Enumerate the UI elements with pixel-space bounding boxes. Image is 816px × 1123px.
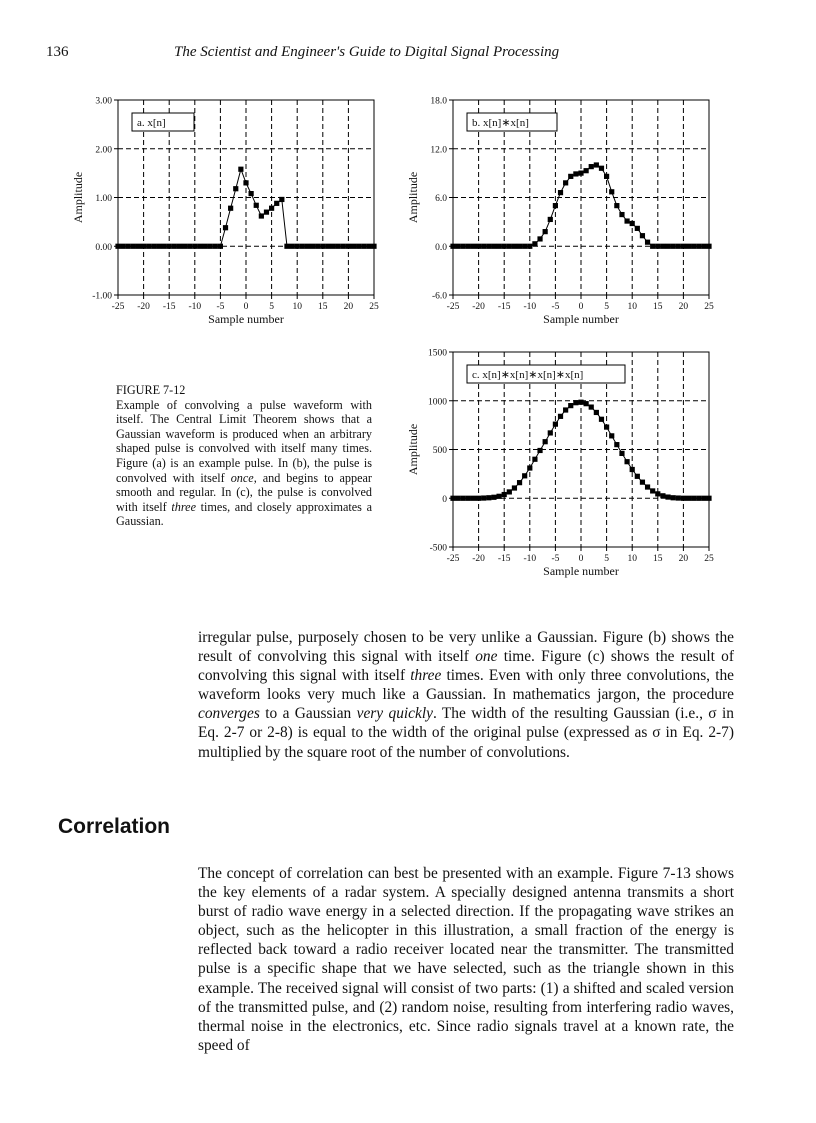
data-point: [563, 407, 568, 412]
data-point: [456, 244, 461, 249]
data-point: [336, 244, 341, 249]
data-point: [151, 244, 156, 249]
x-tick-label: 0: [578, 554, 584, 564]
data-point: [599, 166, 604, 171]
figure-title: FIGURE 7-12: [116, 383, 186, 397]
data-point: [491, 495, 496, 500]
data-point: [686, 244, 691, 249]
data-point: [635, 226, 640, 231]
data-point: [696, 496, 701, 501]
data-point: [558, 190, 563, 195]
data-point: [594, 410, 599, 415]
data-point: [466, 244, 471, 249]
data-point: [548, 217, 553, 222]
caption-emphasis-1: once: [230, 470, 254, 485]
page-number: 136: [46, 44, 69, 60]
data-point: [563, 180, 568, 185]
data-point: [635, 474, 640, 479]
data-point: [614, 442, 619, 447]
data-point: [486, 244, 491, 249]
x-tick-label: 5: [269, 302, 274, 312]
data-point: [537, 448, 542, 453]
x-axis-label: Sample number: [543, 564, 619, 578]
data-point: [161, 244, 166, 249]
data-point: [366, 244, 371, 249]
data-point: [136, 244, 141, 249]
x-tick-label: -5: [551, 302, 560, 312]
data-point: [208, 244, 213, 249]
data-point: [269, 206, 274, 211]
data-point: [671, 244, 676, 249]
data-point: [522, 473, 527, 478]
data-point: [471, 496, 476, 501]
data-point: [573, 400, 578, 405]
chart-b: [395, 90, 735, 330]
chart-label: c. x[n]∗x[n]∗x[n]∗x[n]: [472, 369, 584, 381]
para1-text-3: times. Even with only three convolutions, the waveform looks very much like a Gaussian. In mathematics jargon, the procedure: [198, 667, 735, 704]
data-point: [156, 244, 161, 249]
y-tick-label: -1.00: [92, 291, 112, 302]
data-point: [315, 244, 320, 249]
data-point: [584, 401, 589, 406]
data-point: [604, 424, 609, 429]
data-point: [527, 465, 532, 470]
data-point: [543, 439, 548, 444]
data-point: [645, 484, 650, 489]
data-point: [450, 496, 455, 501]
data-point: [517, 244, 522, 249]
data-point: [456, 496, 461, 501]
data-point: [640, 480, 645, 485]
data-point: [645, 240, 650, 245]
data-point: [325, 244, 330, 249]
data-point: [466, 496, 471, 501]
data-point: [671, 495, 676, 500]
data-point: [594, 162, 599, 167]
data-point: [197, 244, 202, 249]
y-tick-label: 18.0: [430, 96, 447, 107]
data-point: [624, 218, 629, 223]
data-point: [553, 422, 558, 427]
data-point: [471, 244, 476, 249]
data-point: [496, 494, 501, 499]
data-point: [351, 244, 356, 249]
data-point: [320, 244, 325, 249]
data-point: [486, 495, 491, 500]
data-point: [476, 496, 481, 501]
data-point: [706, 496, 711, 501]
x-tick-label: 5: [604, 302, 609, 312]
data-point: [243, 180, 248, 185]
x-tick-label: -25: [446, 554, 460, 564]
caption-text-3: times, and closely approximates a Gaussian.: [116, 499, 372, 529]
data-point: [532, 241, 537, 246]
data-point: [502, 492, 507, 497]
data-point: [701, 244, 706, 249]
data-point: [681, 244, 686, 249]
data-point: [274, 201, 279, 206]
data-point: [624, 459, 629, 464]
chart-c: [395, 342, 735, 582]
x-tick-label: -5: [551, 554, 560, 564]
data-point: [640, 233, 645, 238]
x-tick-label: -25: [446, 302, 460, 312]
data-point: [701, 496, 706, 501]
body-paragraph-1: [198, 628, 734, 762]
data-point: [589, 404, 594, 409]
y-tick-label: 0.0: [435, 242, 447, 253]
data-point: [233, 186, 238, 191]
data-point: [507, 244, 512, 249]
x-tick-label: 25: [704, 302, 714, 312]
data-point: [218, 244, 223, 249]
data-point: [279, 197, 284, 202]
data-point: [496, 244, 501, 249]
x-tick-label: -15: [162, 302, 176, 312]
data-point: [346, 244, 351, 249]
y-tick-label: 500: [432, 446, 447, 456]
data-point: [630, 221, 635, 226]
para1-text-4: to a Gaussian: [259, 705, 357, 723]
x-tick-label: 10: [627, 554, 637, 564]
data-point: [249, 191, 254, 196]
data-point: [609, 433, 614, 438]
data-point: [481, 244, 486, 249]
data-point: [548, 430, 553, 435]
data-point: [676, 495, 681, 500]
data-point: [691, 244, 696, 249]
running-title: The Scientist and Engineer's Guide to Digital Signal Processing: [174, 44, 560, 60]
data-point: [553, 203, 558, 208]
data-point: [146, 244, 151, 249]
data-point: [537, 236, 542, 241]
x-axis-label: Sample number: [208, 312, 284, 326]
y-tick-label: 3.00: [95, 96, 112, 107]
para1-emphasis-3: converges: [198, 705, 260, 723]
para1-text-5: . The width of the resulting Gaussian (i.e., σ in Eq. 2-7 or 2-8) is equal to the width of the original pulse (expressed as σ in Eq. 2-7) multiplied by the square root of the number of convolutions.: [198, 705, 734, 761]
data-point: [543, 229, 548, 234]
data-point: [584, 168, 589, 173]
x-tick-label: 0: [243, 302, 249, 312]
data-point: [141, 244, 146, 249]
x-tick-label: 20: [678, 554, 689, 564]
data-point: [599, 417, 604, 422]
y-tick-label: 1.00: [95, 194, 112, 204]
figure-caption: [116, 383, 372, 529]
y-axis-label: Amplitude: [71, 171, 85, 224]
data-point: [192, 244, 197, 249]
data-point: [578, 400, 583, 405]
para1-text-2: time. Figure (c) shows the result of convolving this signal with itself: [198, 648, 734, 685]
x-tick-label: 5: [604, 554, 609, 564]
data-point: [650, 244, 655, 249]
data-point: [305, 244, 310, 249]
x-tick-label: -20: [472, 554, 485, 564]
data-point: [461, 244, 466, 249]
data-point: [512, 485, 517, 490]
y-tick-label: 2.00: [95, 145, 112, 156]
data-point: [259, 213, 264, 218]
data-point: [517, 480, 522, 485]
x-axis-label: Sample number: [543, 312, 619, 326]
data-point: [289, 244, 294, 249]
x-tick-label: 15: [653, 302, 663, 312]
data-point: [126, 244, 131, 249]
data-point: [264, 210, 269, 215]
x-tick-label: 15: [653, 554, 663, 564]
y-tick-label: 1000: [428, 397, 447, 408]
data-point: [461, 496, 466, 501]
y-axis-label: Amplitude: [406, 171, 420, 224]
data-point: [691, 496, 696, 501]
data-point: [650, 488, 655, 493]
para1-emphasis-1: one: [475, 648, 498, 666]
data-point: [284, 244, 289, 249]
data-point: [589, 164, 594, 169]
data-point: [172, 244, 177, 249]
data-point: [558, 414, 563, 419]
data-point: [115, 244, 120, 249]
data-point: [630, 467, 635, 472]
data-point: [655, 491, 660, 496]
data-point: [676, 244, 681, 249]
data-point: [568, 174, 573, 179]
chart-label: b. x[n]∗x[n]: [472, 117, 529, 129]
data-point: [223, 225, 228, 230]
y-tick-label: -500: [429, 543, 447, 554]
data-point: [696, 244, 701, 249]
caption-text-2: , and begins to appear smooth and regular. In (c), the pulse is convolved with itself: [116, 470, 372, 514]
data-point: [507, 489, 512, 494]
data-point: [665, 494, 670, 499]
x-tick-label: -15: [497, 302, 511, 312]
body-paragraph-2: The concept of correlation can best be presented with an example. Figure 7-13 shows the key elements of a radar system. A specially designed antenna transmits a short burst of radio wave energy in a selected direction. If the propagating wave strikes an object, such as the helicopter in this illustration, a small fraction of the energy is reflected back toward a radio receiver located near the transmitter. The transmitted pulse is a specific shape that we have selected, such as the triangle shown in this example. The received signal will consist of two parts: (1) a shifted and scaled version of the transmitted pulse, and (2) random noise, resulting from interfering radio waves, thermal noise in the electronics, etc. Since radio signals travel at a known rate, the speed of: [198, 865, 734, 1054]
data-point: [532, 457, 537, 462]
data-point: [476, 244, 481, 249]
data-point: [202, 244, 207, 249]
data-point: [502, 244, 507, 249]
data-point: [121, 244, 126, 249]
y-tick-label: 12.0: [430, 145, 447, 156]
para1-emphasis-4: very quickly: [356, 705, 433, 723]
data-point: [450, 244, 455, 249]
x-tick-label: 25: [704, 554, 714, 564]
x-tick-label: 20: [678, 302, 689, 312]
data-point: [131, 244, 136, 249]
data-point: [187, 244, 192, 249]
data-point: [527, 244, 532, 249]
x-tick-label: -5: [216, 302, 225, 312]
x-tick-label: 0: [578, 302, 584, 312]
data-point: [512, 244, 517, 249]
x-tick-label: 10: [292, 302, 302, 312]
data-point: [481, 495, 486, 500]
data-point: [681, 496, 686, 501]
data-point: [361, 244, 366, 249]
caption-text-1: Example of convolving a pulse waveform with itself. The Central Limit Theorem shows that a Gaussian waveform is produced when an arbitrary shaped pulse is convolved with itself many times. Figure (a) is an example pulse. In (b), the pulse is convolved with itself: [116, 397, 372, 485]
data-point: [660, 244, 665, 249]
data-point: [167, 244, 172, 249]
section-heading: Correlation: [58, 815, 171, 838]
x-tick-label: -25: [111, 302, 125, 312]
data-point: [341, 244, 346, 249]
data-point: [254, 203, 259, 208]
x-tick-label: -10: [523, 554, 537, 564]
x-tick-label: 20: [343, 302, 354, 312]
data-point: [568, 403, 573, 408]
data-point: [706, 244, 711, 249]
data-point: [213, 244, 218, 249]
y-tick-label: 0.00: [95, 242, 112, 253]
data-point: [228, 206, 233, 211]
x-tick-label: 15: [318, 302, 328, 312]
para1-text-1: irregular pulse, purposely chosen to be very unlike a Gaussian. Figure (b) shows the result of convolving this signal with itself: [198, 629, 734, 666]
data-point: [619, 451, 624, 456]
data-point: [619, 212, 624, 217]
data-point: [522, 244, 527, 249]
data-point: [665, 244, 670, 249]
x-tick-label: -15: [497, 554, 511, 564]
x-tick-label: -10: [188, 302, 202, 312]
data-point: [238, 167, 243, 172]
para1-emphasis-2: three: [410, 667, 442, 685]
data-point: [371, 244, 376, 249]
caption-emphasis-2: three: [171, 499, 196, 514]
x-tick-label: -10: [523, 302, 537, 312]
y-tick-label: 6.0: [435, 194, 447, 204]
data-point: [177, 244, 182, 249]
data-point: [578, 171, 583, 176]
chart-a: [60, 90, 400, 330]
y-tick-label: 1500: [428, 348, 447, 359]
data-point: [604, 174, 609, 179]
x-tick-label: 10: [627, 302, 637, 312]
data-point: [609, 189, 614, 194]
x-tick-label: -20: [472, 302, 485, 312]
y-axis-label: Amplitude: [406, 423, 420, 476]
data-point: [330, 244, 335, 249]
data-point: [573, 171, 578, 176]
data-point: [660, 493, 665, 498]
chart-label: a. x[n]: [137, 117, 166, 129]
x-tick-label: -20: [137, 302, 150, 312]
y-tick-label: 0: [442, 494, 447, 505]
data-point: [182, 244, 187, 249]
data-point: [300, 244, 305, 249]
data-point: [655, 244, 660, 249]
data-point: [614, 203, 619, 208]
data-point: [356, 244, 361, 249]
data-point: [295, 244, 300, 249]
data-point: [686, 496, 691, 501]
data-point: [491, 244, 496, 249]
x-tick-label: 25: [369, 302, 379, 312]
data-point: [310, 244, 315, 249]
y-tick-label: -6.0: [431, 291, 447, 302]
